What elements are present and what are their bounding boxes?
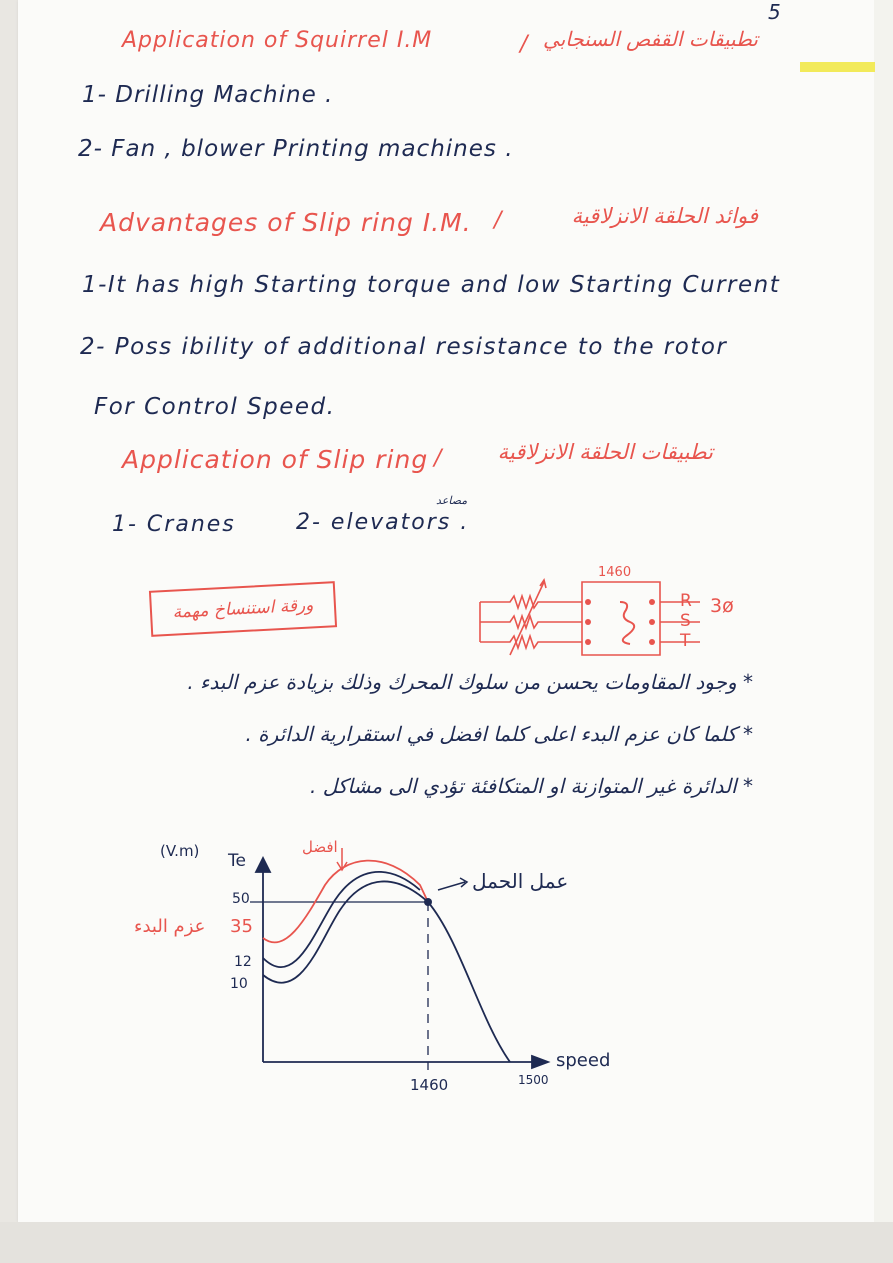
page-number: 5 — [768, 0, 781, 24]
section1-item-2: 2- Fan , blower Printing machines . — [78, 136, 514, 162]
load-label-ar: عمل الحمل — [472, 869, 569, 893]
section1-title: Application of Squirrel I.M — [122, 28, 433, 53]
circuit-speed-label: 1460 — [598, 565, 632, 580]
x-tick-1460: 1460 — [410, 1076, 449, 1094]
section3-title-ar: تطبيقات الحلقة الانزلاقية — [497, 440, 713, 464]
section2-item-2: 2- Poss ibility of additional resistance to the rotor — [80, 334, 728, 360]
section1-title-ar: تطبيقات القفص السنجابي — [543, 27, 758, 51]
note-3: * الدائرة غير المتوازنة او المتكافئة تؤدي الى مشاكل . — [310, 774, 753, 798]
section3-item-1: 1- Cranes — [112, 512, 236, 537]
note-2: * كلما كان عزم البدء اعلى كلما افضل في استقرارية الدائرة . — [245, 722, 753, 746]
background-surface — [0, 1222, 893, 1263]
x-axis-label: speed — [556, 1050, 611, 1071]
section1-item-1: 1- Drilling Machine . — [82, 82, 334, 108]
note-1: * وجود المقاومات يحسن من سلوك المحرك وذلك بزيادة عزم البدء . — [187, 670, 753, 694]
section3-note-ar: مصاعد — [436, 494, 468, 507]
section2-title: Advantages of Slip ring I.M. — [100, 208, 472, 237]
y-tick-50: 50 — [232, 891, 250, 907]
section2-title-ar: فوائد الحلقة الانزلاقية — [571, 204, 758, 228]
section3-title: Application of Slip ring — [122, 445, 429, 474]
section2-item-3: For Control Speed. — [94, 394, 336, 420]
phase-R: R — [680, 591, 692, 611]
slip-ring-circuit-diagram — [470, 560, 770, 665]
y-tick-12: 12 — [234, 954, 252, 970]
section2-item-1: 1-It has high Starting torque and low Starting Current — [82, 272, 781, 298]
section3-item-2: 2- elevators . — [296, 510, 470, 535]
phase-T: T — [680, 631, 691, 651]
x-tick-1500: 1500 — [518, 1073, 549, 1087]
phase-S: S — [680, 611, 691, 631]
three-phase-label: 3ø — [710, 595, 734, 617]
stamp-box — [149, 581, 337, 637]
start-torque-label-ar: عزم البدء — [134, 916, 206, 937]
y-tick-35: 35 — [230, 916, 253, 937]
y-unit-label: (V.m) — [160, 842, 200, 860]
best-label-ar: افضل — [302, 838, 338, 856]
stamp-text: ورقة استنساخ مهمة — [172, 595, 314, 623]
y-axis-label: Te — [228, 851, 246, 871]
yellow-bookmark-tab — [800, 62, 875, 72]
page-edge — [874, 0, 893, 1222]
torque-speed-graph — [120, 830, 640, 1100]
y-tick-10: 10 — [230, 976, 248, 992]
